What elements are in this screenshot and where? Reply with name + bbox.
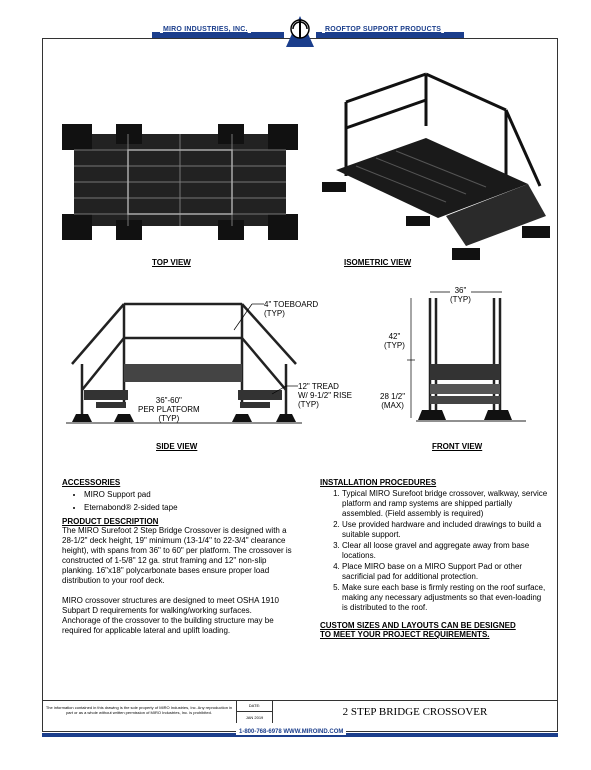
- product-paragraph-3: Anchorage of the crossover to the building structure may be required for applicable lateral and uplift loading.: [62, 616, 274, 635]
- side-view-label: SIDE VIEW: [156, 442, 198, 451]
- title-block: [42, 700, 558, 723]
- date-value: JAN 2019: [245, 715, 264, 720]
- front-view-drawing: [416, 292, 526, 432]
- top-view-label: TOP VIEW: [152, 258, 191, 267]
- callout-span: 36"-60" PER PLATFORM (TYP): [138, 396, 200, 423]
- disclaimer-text: The information contained in this drawing is the sole property of MIRO Industries, Inc. Any reproduction in part or as a whole without written permission of MIRO Industries, Inc. is prohibited.: [42, 701, 237, 723]
- accessories-list: [62, 489, 298, 513]
- leader-toeboard: [232, 302, 266, 332]
- callout-width: 36" (TYP): [450, 286, 471, 304]
- installation-steps: [320, 489, 548, 613]
- dim-height: [406, 296, 416, 420]
- accessory-item: • Eternabond® 2-sided tape: [84, 502, 298, 513]
- footer-contact: 1-800-768-6978 WWW.MIROIND.COM: [236, 729, 346, 735]
- custom-note: CUSTOM SIZES AND LAYOUTS CAN BE DESIGNED TO MEET YOUR PROJECT REQUIREMENTS.: [320, 621, 516, 639]
- installation-step: 2. Use provided hardware and included drawings to build a suitable support.: [342, 520, 548, 540]
- top-view-drawing: [62, 120, 298, 244]
- header-company: MIRO INDUSTRIES, INC.: [160, 26, 251, 33]
- front-view-label: FRONT VIEW: [432, 442, 483, 451]
- drawing-title: 2 STEP BRIDGE CROSSOVER: [342, 706, 488, 718]
- isometric-view-label: ISOMETRIC VIEW: [344, 258, 412, 267]
- date-cell: [237, 701, 273, 723]
- callout-tread: 12" TREAD W/ 9-1/2" RISE (TYP): [298, 382, 352, 409]
- installation-heading: INSTALLATION PROCEDURES: [320, 478, 437, 487]
- installation-step: 1. Typical MIRO Surefoot bridge crossover, walkway, service platform and ramp systems are shipped partially assembled. (Field assembly is required): [342, 489, 548, 519]
- callout-rail-height: 42" (TYP): [384, 332, 405, 350]
- callout-toeboard: 4" TOEBOARD (TYP): [264, 300, 319, 318]
- header-tagline: ROOFTOP SUPPORT PRODUCTS: [322, 26, 444, 33]
- callout-deck-height: 28 1/2" (MAX): [380, 392, 406, 410]
- right-column: [320, 478, 548, 639]
- miro-logo-icon: [284, 14, 316, 48]
- accessory-item: • MIRO Support pad: [84, 489, 298, 500]
- product-heading: PRODUCT DESCRIPTION: [62, 517, 159, 526]
- product-paragraph-2: MIRO crossover structures are designed to meet OSHA 1910 Subpart D requirements for walking/working surfaces.: [62, 596, 279, 615]
- date-label: DATE:: [237, 701, 272, 712]
- isometric-view-drawing: [306, 66, 556, 266]
- left-column: [62, 478, 298, 636]
- product-paragraph-1: The MIRO Surefoot 2 Step Bridge Crossover is designed with a 28-1/2" deck height, 19" minimum (13-1/4" to 22-3/4" clearance height), with spans from 36" to 60" per platform. The crossover is constructed of 1-5/8" 12 ga. strut framing and 12" non-slip planking. 16"x18" polycarbonate bases ensure proper load distribution to your roof deck.: [62, 526, 292, 585]
- leader-tread: [270, 382, 300, 396]
- installation-step: 3. Clear all loose gravel and aggregate away from base locations.: [342, 541, 548, 561]
- accessories-heading: ACCESSORIES: [62, 478, 121, 487]
- installation-step: 4. Place MIRO base on a MIRO Support Pad or other sacrificial pad for additional protection.: [342, 562, 548, 582]
- installation-step: 5. Make sure each base is firmly resting on the roof surface, making any necessary adjustments so that even-loading is distributed to the roof.: [342, 583, 548, 613]
